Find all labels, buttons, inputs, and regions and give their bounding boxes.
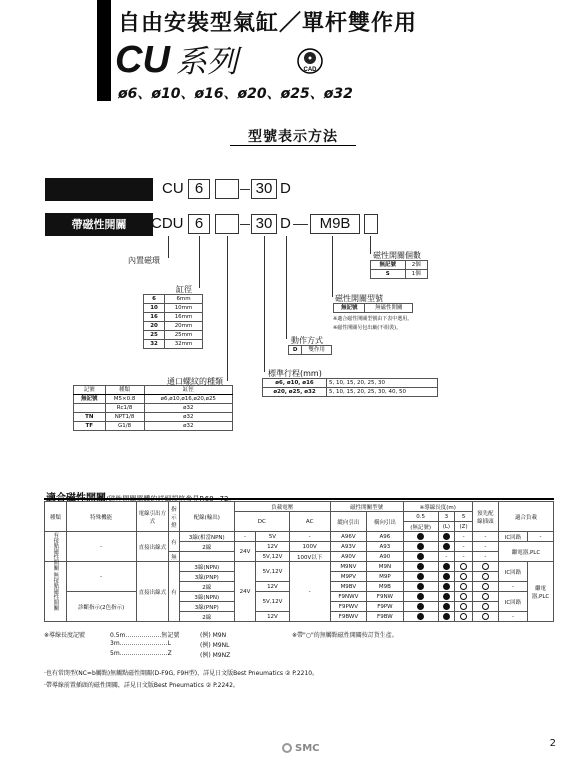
col-ind: 指示燈 [169, 502, 180, 532]
leader-count [370, 236, 371, 254]
series-title: CU 系列 [115, 39, 238, 81]
col-wire: 電線引出方式 [136, 502, 169, 532]
table-row: D 雙作用 [289, 346, 332, 355]
cad-icon [297, 48, 323, 74]
dash [240, 224, 250, 225]
switch-type-table [333, 303, 413, 313]
table-row: 無記號 M5×0.8 ø6,ø10,ø16,ø20,ø25 [74, 395, 233, 404]
col-wiring: 配線(輸出) [179, 502, 234, 532]
bore-table [143, 294, 203, 349]
table-row: 10 10mm [144, 304, 203, 313]
len-l2-ex: (例) M9NL [200, 642, 230, 649]
col-type: 種類 [45, 502, 67, 532]
page-number: 2 [549, 738, 556, 749]
code1-action: D [280, 180, 291, 197]
table-row: S 1個 [371, 270, 428, 279]
code2-action: D [280, 215, 291, 232]
table-row: Rc1/8 ø32 [74, 404, 233, 413]
len-l1: 0.5m………………無記號 [110, 632, 180, 639]
port-table: 記號 種類 缸徑 無記號 M5×0.8 ø6,ø10,ø16,ø20,ø25 Rc1/8 ø32 TN NPT1/8 ø32 TF G1/8 ø32 [73, 385, 233, 431]
leader-switch [332, 236, 333, 297]
table-row: ø20, ø25, ø32 5, 10, 15, 20, 25, 30, 40, 50 [263, 388, 438, 397]
magnet-label: 內置磁環 [128, 256, 160, 265]
code1-port-box [215, 179, 239, 199]
count-table [370, 260, 428, 279]
table-row: ø6, ø10, ø16 5, 10, 15, 20, 25, 30 [263, 379, 438, 388]
code2-port-box [215, 214, 239, 234]
leader-port [227, 236, 228, 381]
stroke-table [262, 378, 438, 397]
action-label: 動作方式 [291, 336, 323, 345]
len-l1-ex: (例) M9N [200, 632, 227, 639]
svg-text:CAD: CAD [303, 67, 317, 73]
title-bar [97, 0, 111, 101]
circle-note: ※帶"○"的無觸點磁性開關按訂貨生產。 [292, 632, 398, 639]
dash [293, 224, 308, 225]
leader-magnet [168, 236, 169, 258]
switch-note-2: ※磁性開關另包出廠(不組裝)。 [333, 325, 402, 331]
bore-sizes: ø6、ø10、ø16、ø20、ø25、ø32 [118, 86, 353, 102]
count-label: 磁性開關個數 [373, 251, 421, 260]
col-pre: 預先配線插頭 [472, 502, 498, 532]
table-row: 32 32mm [144, 340, 203, 349]
len-l3: 5m……………………Z [110, 650, 172, 657]
switch-table: 種類 特殊機能 電線引出方式 指示燈 配線(輸出) 負載電壓 磁性開關型號 ※導線長度(m) 預先配線插頭 適合負載 DC AC 縱向引出 橫向引出 0.5 3 5 (無記號) (L) (Z) 有接點磁性開關 - 直接出線式 有 3線(相當NPN) - 5V - A96V A96 - - IC回路 - 2線 24V 12V 100V A93V A93 - - 繼電器,PLC 無 5V,12V 100V以下 A90V A90 - - - 無接點磁性開關 - 直接出線式 有 3線(NPN) 24V 5V,12V - M9NV M9N IC回路 繼電器,PLC 3線(PNP) M9PV M9P 2線 12V M9BV M9B - 診斷指示(2色指示) 3線(NPN) 5V,12V F9NWV F9NW IC回路 3線(PNP) F9PWV F9PW 2線 12V F9BWV F9BW - [44, 501, 554, 622]
switch-note-1: ※適合磁性開關型號由下表中選用。 [333, 316, 413, 322]
port-label: 通口螺紋的種類 [167, 377, 223, 386]
section-underline [230, 145, 356, 146]
code2-bore: 6 [188, 214, 210, 234]
len-l2: 3m……………………L [110, 640, 172, 647]
table-row: 25 25mm [144, 331, 203, 340]
blank-label-block [45, 178, 153, 201]
len-l3-ex: (例) M9NZ [200, 652, 231, 659]
col-model: 磁性開關型號 [330, 502, 403, 512]
code1-prefix: CU [162, 180, 184, 197]
note-2: ·帶導線前置插頭的磁性開關，詳見日文版Best Pneumatics ② P.2242。 [44, 682, 239, 689]
table-row: 無記號 2個 [371, 261, 428, 270]
dash [240, 189, 250, 190]
stroke-label: 標準行程(mm) [268, 369, 322, 378]
table-row: 無記號 無磁性開關 [334, 304, 413, 313]
col-loadv: 負載電壓 [234, 502, 330, 512]
leader-stroke [264, 236, 265, 372]
page-title: 自由安裝型氣缸／單杆雙作用 [118, 11, 418, 36]
code2-prefix: CDU [151, 215, 184, 232]
code1-bore: 6 [188, 179, 210, 199]
col-func: 特殊機能 [66, 502, 136, 532]
table-row: TN NPT1/8 ø32 [74, 413, 233, 422]
section-rule [44, 498, 554, 500]
code2-count-box [364, 214, 378, 234]
table-row: TF G1/8 ø32 [74, 422, 233, 431]
code2-switch: M9B [310, 214, 360, 234]
table-row: 16 16mm [144, 313, 203, 322]
note-1: ·也有常閉型(NC=b觸點)無觸點磁性開關(D-F9G, F9H型)，詳見日文版Best Pneumatics ② P.2210。 [44, 670, 319, 677]
action-table [288, 345, 332, 355]
table-row: 20 20mm [144, 322, 203, 331]
col-len: ※導線長度(m) [403, 502, 472, 512]
table-row: 6 6mm [144, 295, 203, 304]
leader-action [286, 236, 287, 339]
code1-stroke: 30 [251, 179, 277, 199]
smc-logo: SMC [282, 743, 320, 754]
col-load: 適合負載 [498, 502, 553, 532]
magnetic-switch-label: 帶磁性開關 [45, 213, 153, 236]
code2-stroke: 30 [251, 214, 277, 234]
switch-type-label: 磁性開關型號 [335, 294, 383, 303]
len-note: ※導線長度記號 [44, 632, 86, 639]
leader-bore [199, 236, 200, 288]
section-title: 型號表示方法 [248, 129, 338, 145]
bore-label: 缸徑 [176, 285, 192, 294]
